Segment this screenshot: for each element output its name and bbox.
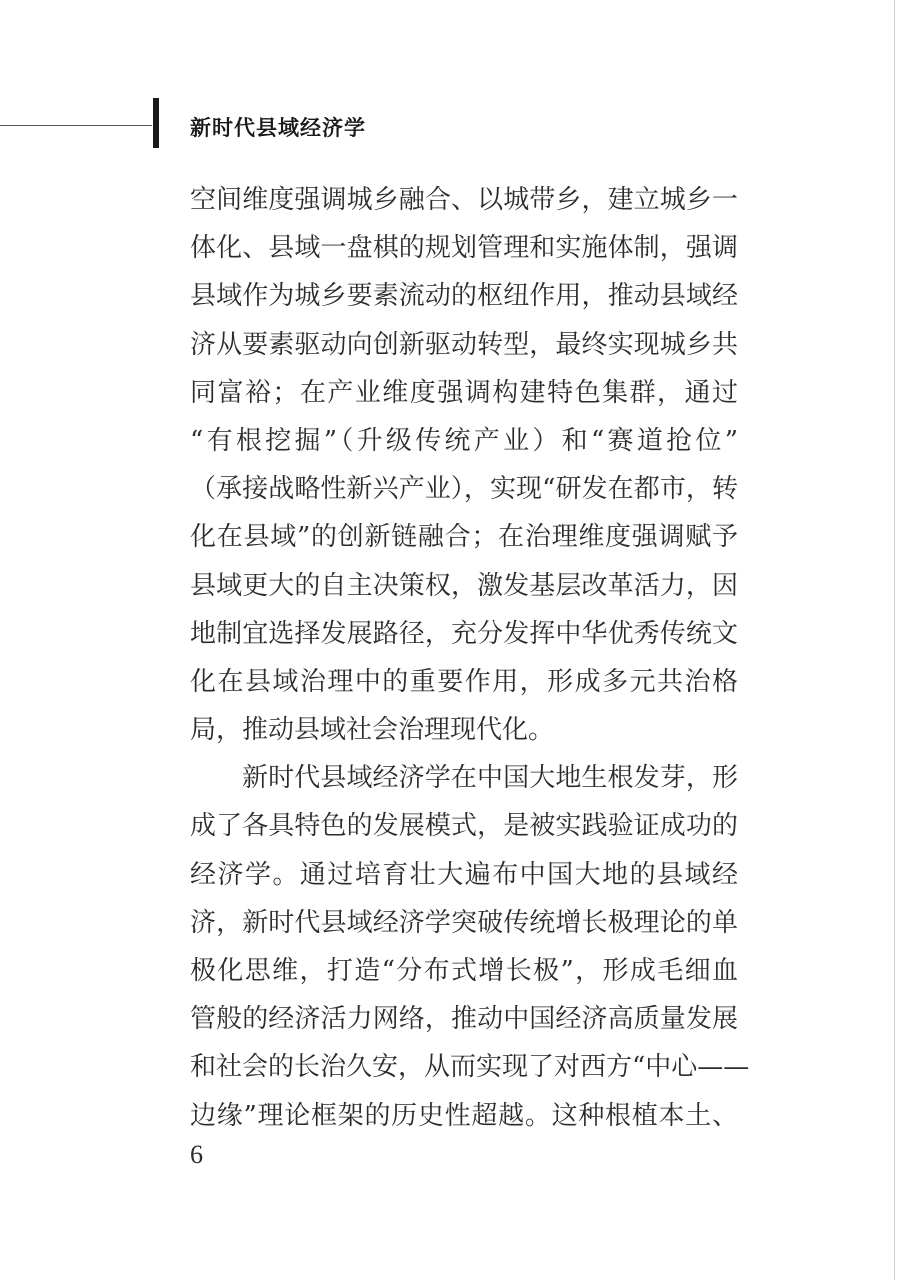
text-line: 边缘”理论框架的历史性超越。这种根植本土、 xyxy=(190,1100,738,1131)
text-line: 体化、县域一盘棋的规划管理和实施体制，强调 xyxy=(190,233,738,264)
paragraph-1 xyxy=(190,176,738,754)
text-line: 经济学。通过培育壮大遍布中国大地的县域经 xyxy=(190,859,738,890)
text-line: 极化思维，打造“分布式增长极”，形成毛细血 xyxy=(190,956,738,986)
text-line: （承接战略性新兴产业），实现“研发在都市，转 xyxy=(190,474,738,505)
text-line: 县域更大的自主决策权，激发基层改革活力，因 xyxy=(190,570,738,601)
text-line: 化在县域治理中的重要作用，形成多元共治格 xyxy=(190,666,738,697)
text-line: 济，新时代县域经济学突破传统增长极理论的单 xyxy=(190,907,738,938)
text-line: 成了各具特色的发展模式，是被实践验证成功的 xyxy=(190,811,738,842)
text-line: 化在县域”的创新链融合；在治理维度强调赋予 xyxy=(190,522,738,553)
text-line: 管般的经济活力网络，推动中国经济高质量发展 xyxy=(190,1004,738,1035)
header-bar xyxy=(153,98,159,148)
page-number: 6 xyxy=(190,1140,203,1169)
text-line: 新时代县域经济学在中国大地生根发芽，形 xyxy=(242,763,738,794)
text-line: 济从要素驱动向创新驱动转型，最终实现城乡共 xyxy=(190,329,738,360)
body-text xyxy=(190,176,750,1140)
text-line: 局，推动县域社会治理现代化。 xyxy=(190,715,555,746)
text-line: 县域作为城乡要素流动的枢纽作用，推动县域经 xyxy=(190,281,738,312)
page-edge-line xyxy=(894,0,895,1280)
text-line: 地制宜选择发展路径，充分发挥中华优秀传统文 xyxy=(190,618,738,649)
text-line: 同富裕；在产业维度强调构建特色集群，通过 xyxy=(190,377,738,408)
text-line: “有根挖掘”（升级传统产业）和“赛道抢位” xyxy=(190,425,738,456)
running-head: 新时代县域经济学 xyxy=(190,116,366,140)
header-rule xyxy=(0,125,152,126)
text-line: 空间维度强调城乡融合、以城带乡，建立城乡一 xyxy=(190,185,738,215)
text-line: 和社会的长治久安，从而实现了对西方“中心—— xyxy=(190,1052,750,1083)
paragraph-2 xyxy=(190,754,750,1140)
